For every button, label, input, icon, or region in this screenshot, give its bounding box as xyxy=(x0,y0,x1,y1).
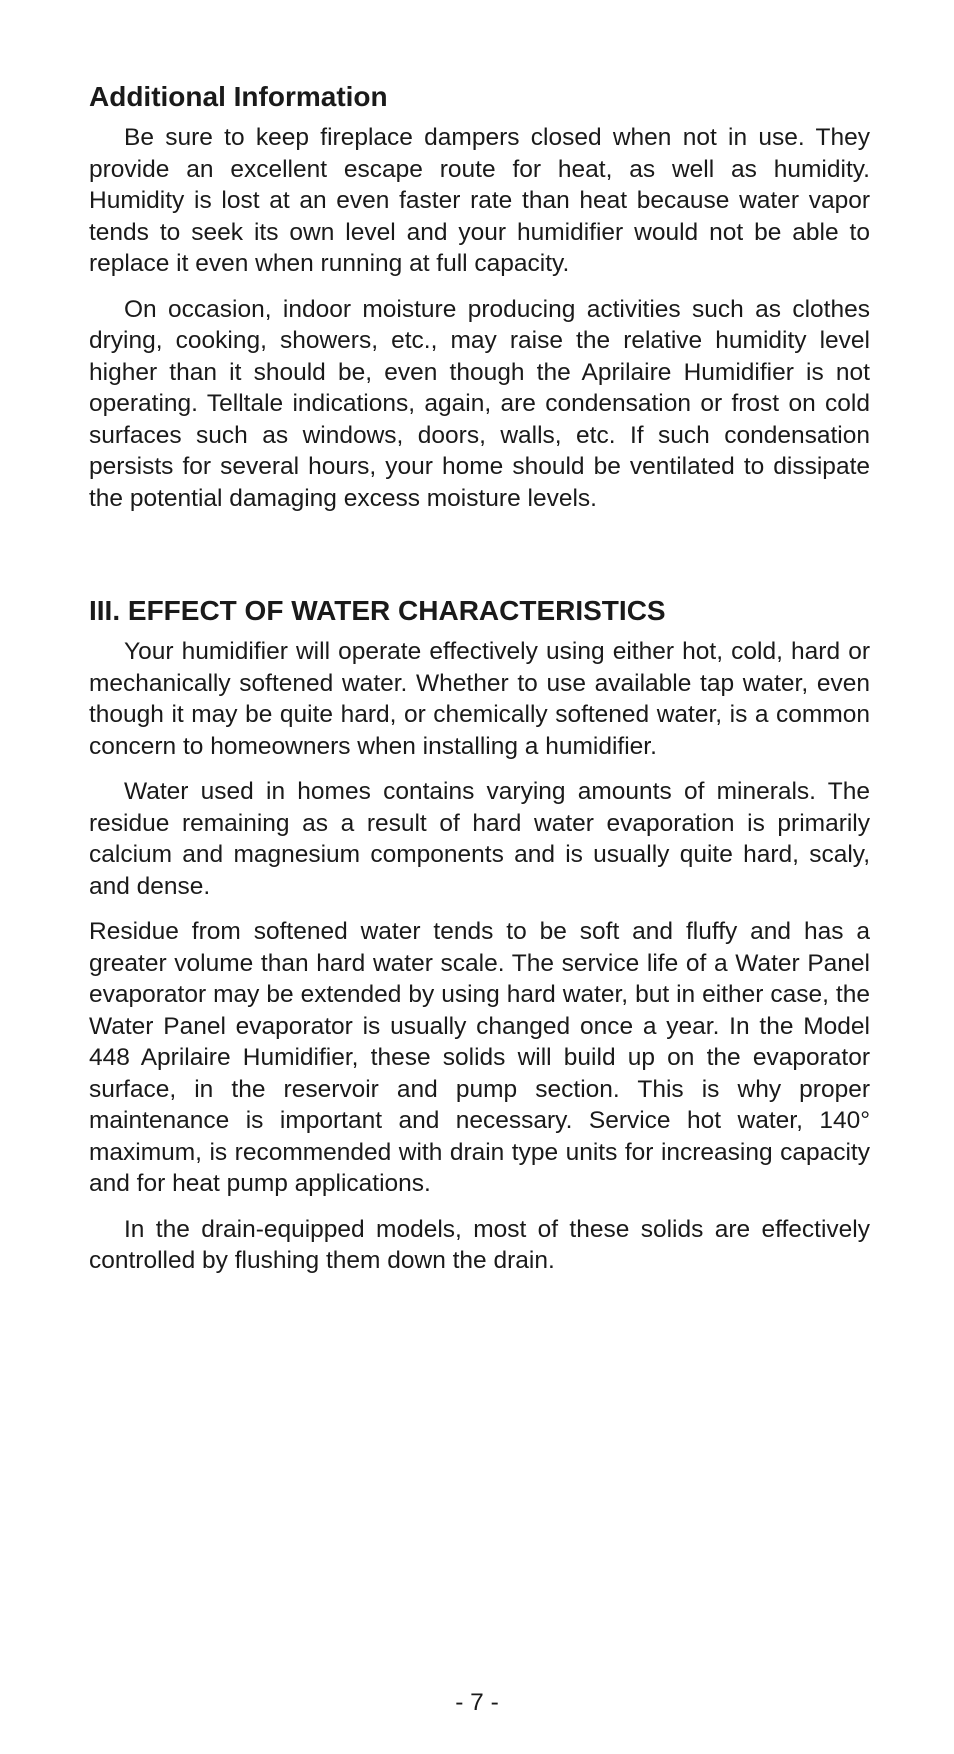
section-spacer xyxy=(89,528,870,594)
paragraph-fireplace-dampers: Be sure to keep fireplace dampers closed when not in use. They provide an excellent escape route for heat, as well as humidity. Humidity is lost at an even faster rate than heat because water vapor tends to seek its own level and your humidifier would not be able to replace it even when running at full capacity. xyxy=(89,124,870,277)
additional-information-section xyxy=(89,80,870,514)
page-number: - 7 - xyxy=(455,1689,499,1716)
paragraph-drain-models: In the drain-equipped models, most of these solids are effectively controlled by flushing them down the drain. xyxy=(89,1215,870,1274)
section-heading-water-characteristics: III. EFFECT OF WATER CHARACTERISTICS xyxy=(89,595,666,626)
paragraph-water-types: Your humidifier will operate effectively using either hot, cold, hard or mechanically softened water. Whether to use available tap water, even though it may be quite hard, or chemically softened water, is a common concern to homeowners when installing a humidifier. xyxy=(89,638,870,760)
water-characteristics-section xyxy=(89,594,870,1277)
document-page xyxy=(89,80,870,1291)
paragraph-indoor-moisture: On occasion, indoor moisture producing activities such as clothes drying, cooking, showers, etc., may raise the relative humidity level higher than it should be, even though the Aprilaire Humidifier is not operating. Telltale indications, again, are condensation or frost on cold surfaces such as windows, doors, walls, etc. If such condensation persists for several hours, your home should be ventilated to dissipate the potential damaging excess moisture levels. xyxy=(89,295,870,512)
section-heading-additional-information: Additional Information xyxy=(89,81,388,112)
paragraph-minerals: Water used in homes contains varying amounts of minerals. The residue remaining as a result of hard water evaporation is primarily calcium and magnesium components and is usually quite hard, scaly, and dense. xyxy=(89,778,870,900)
paragraph-softened-residue: Residue from softened water tends to be soft and fluffy and has a greater volume than hard water scale. The service life of a Water Panel evaporator may be extended by using hard water, but in either case, the Water Panel evaporator is usually changed once a year. In the Model 448 Aprilaire Humidifier, these solids will build up on the evaporator surface, in the reservoir and pump section. This is why proper maintenance is important and necessary. Service hot water, 140° maximum, is recommended with drain type units for increasing capacity and for heat pump applications. xyxy=(89,918,870,1197)
